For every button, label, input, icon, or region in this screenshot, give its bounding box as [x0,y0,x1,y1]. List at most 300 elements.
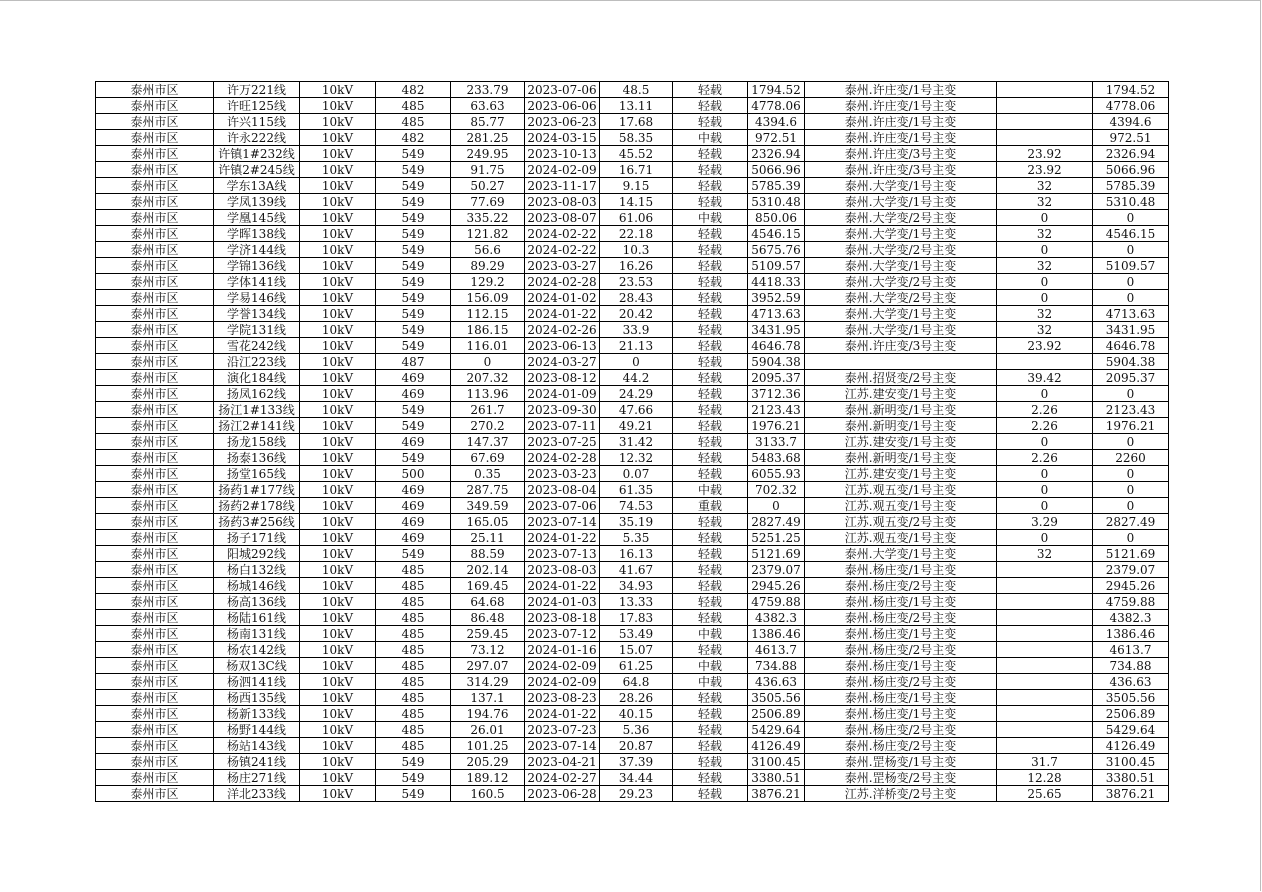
table-row [96,786,1169,802]
transformer-margin-cell [997,690,1093,706]
load-rate-cell: 15.07 [600,642,673,658]
date-cell: 2024-03-15 [525,130,600,146]
load-rate-cell: 28.43 [600,290,673,306]
rated-current-cell: 485 [376,610,451,626]
available-capacity-cell: 2379.07 [748,562,805,578]
load-status-cell: 轻载 [673,98,748,114]
region-cell: 泰州市区 [96,466,214,482]
line-name-cell: 许镇1#232线 [214,146,300,162]
open-capacity-cell: 2827.49 [1093,514,1169,530]
rated-current-cell: 549 [376,146,451,162]
max-current-cell: 281.25 [451,130,525,146]
load-rate-cell: 28.26 [600,690,673,706]
load-rate-cell: 17.68 [600,114,673,130]
region-cell: 泰州市区 [96,258,214,274]
available-capacity-cell: 2827.49 [748,514,805,530]
load-status-cell: 轻载 [673,322,748,338]
region-cell: 泰州市区 [96,610,214,626]
max-current-cell: 287.75 [451,482,525,498]
line-name-cell: 杨西135线 [214,690,300,706]
rated-current-cell: 482 [376,130,451,146]
region-cell: 泰州市区 [96,626,214,642]
load-status-cell: 轻载 [673,706,748,722]
max-current-cell: 26.01 [451,722,525,738]
available-capacity-cell: 3952.59 [748,290,805,306]
available-capacity-cell: 436.63 [748,674,805,690]
rated-current-cell: 485 [376,658,451,674]
region-cell: 泰州市区 [96,674,214,690]
date-cell: 2023-08-18 [525,610,600,626]
transformer-margin-cell: 23.92 [997,162,1093,178]
available-capacity-cell: 3712.36 [748,386,805,402]
open-capacity-cell: 2123.43 [1093,402,1169,418]
open-capacity-cell: 0 [1093,290,1169,306]
table-row [96,370,1169,386]
max-current-cell: 91.75 [451,162,525,178]
available-capacity-cell: 3380.51 [748,770,805,786]
line-name-cell: 学锦136线 [214,258,300,274]
line-name-cell: 学凤139线 [214,194,300,210]
voltage-cell: 10kV [300,690,376,706]
available-capacity-cell: 5429.64 [748,722,805,738]
region-cell: 泰州市区 [96,290,214,306]
rated-current-cell: 549 [376,770,451,786]
max-current-cell: 67.69 [451,450,525,466]
voltage-cell: 10kV [300,738,376,754]
available-capacity-cell: 3431.95 [748,322,805,338]
transformer-cell: 泰州.新明变/1号主变 [805,450,997,466]
transformer-cell: 泰州.许庄变/3号主变 [805,162,997,178]
transformer-cell: 泰州.罡杨变/2号主变 [805,770,997,786]
rated-current-cell: 549 [376,274,451,290]
date-cell: 2024-02-26 [525,322,600,338]
load-rate-cell: 61.25 [600,658,673,674]
load-rate-cell: 23.53 [600,274,673,290]
table-row [96,466,1169,482]
region-cell: 泰州市区 [96,658,214,674]
table-row [96,706,1169,722]
load-status-cell: 轻载 [673,546,748,562]
transformer-cell: 泰州.大学变/1号主变 [805,226,997,242]
open-capacity-cell: 2260 [1093,450,1169,466]
voltage-cell: 10kV [300,114,376,130]
voltage-cell: 10kV [300,146,376,162]
line-name-cell: 学晖138线 [214,226,300,242]
transformer-cell: 泰州.大学变/2号主变 [805,274,997,290]
max-current-cell: 25.11 [451,530,525,546]
transformer-margin-cell [997,114,1093,130]
table-row [96,82,1169,98]
load-status-cell: 轻载 [673,194,748,210]
available-capacity-cell: 1794.52 [748,82,805,98]
available-capacity-cell: 5251.25 [748,530,805,546]
table-row [96,226,1169,242]
table-row [96,498,1169,514]
region-cell: 泰州市区 [96,770,214,786]
max-current-cell: 121.82 [451,226,525,242]
max-current-cell: 186.15 [451,322,525,338]
table-row [96,178,1169,194]
date-cell: 2023-06-23 [525,114,600,130]
rated-current-cell: 485 [376,690,451,706]
region-cell: 泰州市区 [96,450,214,466]
date-cell: 2023-08-03 [525,562,600,578]
load-rate-cell: 24.29 [600,386,673,402]
rated-current-cell: 485 [376,114,451,130]
open-capacity-cell: 2945.26 [1093,578,1169,594]
region-cell: 泰州市区 [96,194,214,210]
voltage-cell: 10kV [300,386,376,402]
load-status-cell: 中载 [673,626,748,642]
date-cell: 2023-03-23 [525,466,600,482]
line-name-cell: 学誉134线 [214,306,300,322]
date-cell: 2023-08-23 [525,690,600,706]
load-rate-cell: 29.23 [600,786,673,802]
load-status-cell: 轻载 [673,450,748,466]
available-capacity-cell: 4646.78 [748,338,805,354]
max-current-cell: 270.2 [451,418,525,434]
available-capacity-cell: 2945.26 [748,578,805,594]
load-status-cell: 中载 [673,130,748,146]
load-status-cell: 轻载 [673,146,748,162]
transformer-margin-cell: 23.92 [997,146,1093,162]
available-capacity-cell: 5675.76 [748,242,805,258]
transformer-cell: 江苏.观五变/1号主变 [805,482,997,498]
table-row [96,338,1169,354]
load-status-cell: 轻载 [673,690,748,706]
transformer-margin-cell: 32 [997,322,1093,338]
date-cell: 2023-06-06 [525,98,600,114]
rated-current-cell: 485 [376,578,451,594]
transformer-margin-cell: 0 [997,466,1093,482]
transformer-cell: 泰州.杨庄变/2号主变 [805,674,997,690]
transformer-cell: 泰州.许庄变/1号主变 [805,82,997,98]
table-row [96,146,1169,162]
date-cell: 2023-08-03 [525,194,600,210]
available-capacity-cell: 5483.68 [748,450,805,466]
voltage-cell: 10kV [300,594,376,610]
transformer-margin-cell: 0 [997,210,1093,226]
table-row [96,130,1169,146]
transformer-cell: 泰州.杨庄变/2号主变 [805,642,997,658]
open-capacity-cell: 3380.51 [1093,770,1169,786]
load-rate-cell: 34.93 [600,578,673,594]
voltage-cell: 10kV [300,162,376,178]
rated-current-cell: 549 [376,242,451,258]
table-row [96,578,1169,594]
table-row [96,306,1169,322]
date-cell: 2023-06-28 [525,786,600,802]
date-cell: 2024-01-22 [525,306,600,322]
open-capacity-cell: 5904.38 [1093,354,1169,370]
max-current-cell: 77.69 [451,194,525,210]
load-rate-cell: 49.21 [600,418,673,434]
load-rate-cell: 12.32 [600,450,673,466]
date-cell: 2024-02-22 [525,226,600,242]
load-status-cell: 轻载 [673,162,748,178]
table-row [96,258,1169,274]
rated-current-cell: 549 [376,450,451,466]
table-row [96,658,1169,674]
voltage-cell: 10kV [300,402,376,418]
voltage-cell: 10kV [300,418,376,434]
voltage-cell: 10kV [300,754,376,770]
rated-current-cell: 549 [376,178,451,194]
available-capacity-cell: 5904.38 [748,354,805,370]
max-current-cell: 0 [451,354,525,370]
rated-current-cell: 485 [376,642,451,658]
open-capacity-cell: 0 [1093,386,1169,402]
line-name-cell: 扬药3#256线 [214,514,300,530]
load-rate-cell: 17.83 [600,610,673,626]
line-name-cell: 杨农142线 [214,642,300,658]
rated-current-cell: 469 [376,434,451,450]
voltage-cell: 10kV [300,370,376,386]
open-capacity-cell: 4646.78 [1093,338,1169,354]
available-capacity-cell: 0 [748,498,805,514]
open-capacity-cell: 0 [1093,242,1169,258]
transformer-margin-cell [997,706,1093,722]
line-name-cell: 杨高136线 [214,594,300,610]
available-capacity-cell: 5310.48 [748,194,805,210]
region-cell: 泰州市区 [96,114,214,130]
open-capacity-cell: 4382.3 [1093,610,1169,626]
load-status-cell: 轻载 [673,562,748,578]
date-cell: 2023-07-23 [525,722,600,738]
transformer-margin-cell [997,658,1093,674]
open-capacity-cell: 3431.95 [1093,322,1169,338]
table-row [96,386,1169,402]
region-cell: 泰州市区 [96,482,214,498]
region-cell: 泰州市区 [96,242,214,258]
available-capacity-cell: 4546.15 [748,226,805,242]
transformer-cell: 江苏.建安变/1号主变 [805,386,997,402]
load-rate-cell: 0 [600,354,673,370]
transformer-cell: 泰州.杨庄变/1号主变 [805,562,997,578]
table-row [96,546,1169,562]
voltage-cell: 10kV [300,290,376,306]
voltage-cell: 10kV [300,98,376,114]
transformer-margin-cell [997,98,1093,114]
max-current-cell: 112.15 [451,306,525,322]
open-capacity-cell: 3876.21 [1093,786,1169,802]
line-name-cell: 杨陆161线 [214,610,300,626]
table-row [96,626,1169,642]
line-name-cell: 扬凤162线 [214,386,300,402]
date-cell: 2023-08-12 [525,370,600,386]
table-row [96,194,1169,210]
date-cell: 2024-02-09 [525,658,600,674]
rated-current-cell: 549 [376,306,451,322]
voltage-cell: 10kV [300,530,376,546]
rated-current-cell: 485 [376,722,451,738]
max-current-cell: 88.59 [451,546,525,562]
transformer-cell: 泰州.杨庄变/1号主变 [805,690,997,706]
voltage-cell: 10kV [300,306,376,322]
date-cell: 2023-03-27 [525,258,600,274]
transformer-cell: 泰州.罡杨变/1号主变 [805,754,997,770]
open-capacity-cell: 5429.64 [1093,722,1169,738]
load-rate-cell: 35.19 [600,514,673,530]
load-status-cell: 轻载 [673,338,748,354]
date-cell: 2024-01-22 [525,530,600,546]
line-name-cell: 杨南131线 [214,626,300,642]
load-status-cell: 轻载 [673,418,748,434]
load-status-cell: 轻载 [673,594,748,610]
available-capacity-cell: 3876.21 [748,786,805,802]
voltage-cell: 10kV [300,466,376,482]
voltage-cell: 10kV [300,562,376,578]
open-capacity-cell: 0 [1093,482,1169,498]
transformer-margin-cell [997,562,1093,578]
table-row [96,642,1169,658]
load-status-cell: 轻载 [673,242,748,258]
voltage-cell: 10kV [300,82,376,98]
load-status-cell: 轻载 [673,114,748,130]
date-cell: 2024-02-09 [525,674,600,690]
region-cell: 泰州市区 [96,146,214,162]
transformer-margin-cell [997,354,1093,370]
date-cell: 2024-02-22 [525,242,600,258]
voltage-cell: 10kV [300,354,376,370]
region-cell: 泰州市区 [96,402,214,418]
region-cell: 泰州市区 [96,594,214,610]
rated-current-cell: 549 [376,322,451,338]
transformer-margin-cell: 2.26 [997,402,1093,418]
open-capacity-cell: 3505.56 [1093,690,1169,706]
line-name-cell: 扬泰136线 [214,450,300,466]
date-cell: 2023-11-17 [525,178,600,194]
table-row [96,322,1169,338]
line-name-cell: 扬龙158线 [214,434,300,450]
load-rate-cell: 13.11 [600,98,673,114]
line-name-cell: 扬江2#141线 [214,418,300,434]
transformer-margin-cell: 12.28 [997,770,1093,786]
open-capacity-cell: 972.51 [1093,130,1169,146]
load-rate-cell: 14.15 [600,194,673,210]
max-current-cell: 259.45 [451,626,525,642]
transformer-cell: 江苏.观五变/1号主变 [805,530,997,546]
load-status-cell: 轻载 [673,386,748,402]
table-row [96,722,1169,738]
available-capacity-cell: 6055.93 [748,466,805,482]
voltage-cell: 10kV [300,626,376,642]
open-capacity-cell: 2326.94 [1093,146,1169,162]
region-cell: 泰州市区 [96,786,214,802]
table-row [96,690,1169,706]
region-cell: 泰州市区 [96,386,214,402]
max-current-cell: 73.12 [451,642,525,658]
table-row [96,738,1169,754]
available-capacity-cell: 5121.69 [748,546,805,562]
transformer-cell: 泰州.杨庄变/1号主变 [805,706,997,722]
rated-current-cell: 469 [376,370,451,386]
line-name-cell: 杨镇241线 [214,754,300,770]
max-current-cell: 129.2 [451,274,525,290]
region-cell: 泰州市区 [96,514,214,530]
transformer-cell: 泰州.许庄变/1号主变 [805,130,997,146]
transformer-margin-cell: 32 [997,306,1093,322]
rated-current-cell: 485 [376,594,451,610]
transformer-cell: 泰州.大学变/1号主变 [805,546,997,562]
available-capacity-cell: 4759.88 [748,594,805,610]
load-status-cell: 轻载 [673,578,748,594]
date-cell: 2024-01-03 [525,594,600,610]
open-capacity-cell: 3100.45 [1093,754,1169,770]
available-capacity-cell: 3100.45 [748,754,805,770]
available-capacity-cell: 3133.7 [748,434,805,450]
max-current-cell: 169.45 [451,578,525,594]
line-name-cell: 杨泗141线 [214,674,300,690]
region-cell: 泰州市区 [96,434,214,450]
load-status-cell: 轻载 [673,82,748,98]
load-rate-cell: 10.3 [600,242,673,258]
transformer-margin-cell [997,738,1093,754]
transformer-margin-cell: 32 [997,546,1093,562]
available-capacity-cell: 2326.94 [748,146,805,162]
max-current-cell: 0.35 [451,466,525,482]
open-capacity-cell: 4546.15 [1093,226,1169,242]
load-status-cell: 中载 [673,210,748,226]
available-capacity-cell: 4394.6 [748,114,805,130]
transformer-cell: 泰州.杨庄变/2号主变 [805,610,997,626]
max-current-cell: 335.22 [451,210,525,226]
max-current-cell: 249.95 [451,146,525,162]
line-name-cell: 扬子171线 [214,530,300,546]
transformer-margin-cell: 0 [997,290,1093,306]
load-rate-cell: 16.26 [600,258,673,274]
rated-current-cell: 549 [376,402,451,418]
open-capacity-cell: 0 [1093,498,1169,514]
region-cell: 泰州市区 [96,210,214,226]
load-status-cell: 轻载 [673,722,748,738]
rated-current-cell: 549 [376,418,451,434]
line-name-cell: 许永222线 [214,130,300,146]
transformer-margin-cell: 25.65 [997,786,1093,802]
open-capacity-cell: 0 [1093,210,1169,226]
voltage-cell: 10kV [300,642,376,658]
load-rate-cell: 40.15 [600,706,673,722]
load-rate-cell: 16.13 [600,546,673,562]
voltage-cell: 10kV [300,578,376,594]
region-cell: 泰州市区 [96,370,214,386]
transformer-cell: 泰州.大学变/1号主变 [805,178,997,194]
load-status-cell: 轻载 [673,642,748,658]
line-name-cell: 洋北233线 [214,786,300,802]
transformer-cell: 泰州.杨庄变/1号主变 [805,594,997,610]
open-capacity-cell: 2379.07 [1093,562,1169,578]
transformer-cell: 泰州.杨庄变/1号主变 [805,658,997,674]
line-name-cell: 学院131线 [214,322,300,338]
transformer-cell: 江苏.建安变/1号主变 [805,466,997,482]
open-capacity-cell: 734.88 [1093,658,1169,674]
available-capacity-cell: 1386.46 [748,626,805,642]
load-status-cell: 轻载 [673,754,748,770]
available-capacity-cell: 5066.96 [748,162,805,178]
transformer-cell [805,354,997,370]
voltage-cell: 10kV [300,258,376,274]
load-status-cell: 轻载 [673,434,748,450]
max-current-cell: 101.25 [451,738,525,754]
date-cell: 2024-03-27 [525,354,600,370]
load-rate-cell: 5.35 [600,530,673,546]
date-cell: 2023-06-13 [525,338,600,354]
line-name-cell: 学东13A线 [214,178,300,194]
open-capacity-cell: 1794.52 [1093,82,1169,98]
region-cell: 泰州市区 [96,354,214,370]
table-row [96,354,1169,370]
available-capacity-cell: 4778.06 [748,98,805,114]
